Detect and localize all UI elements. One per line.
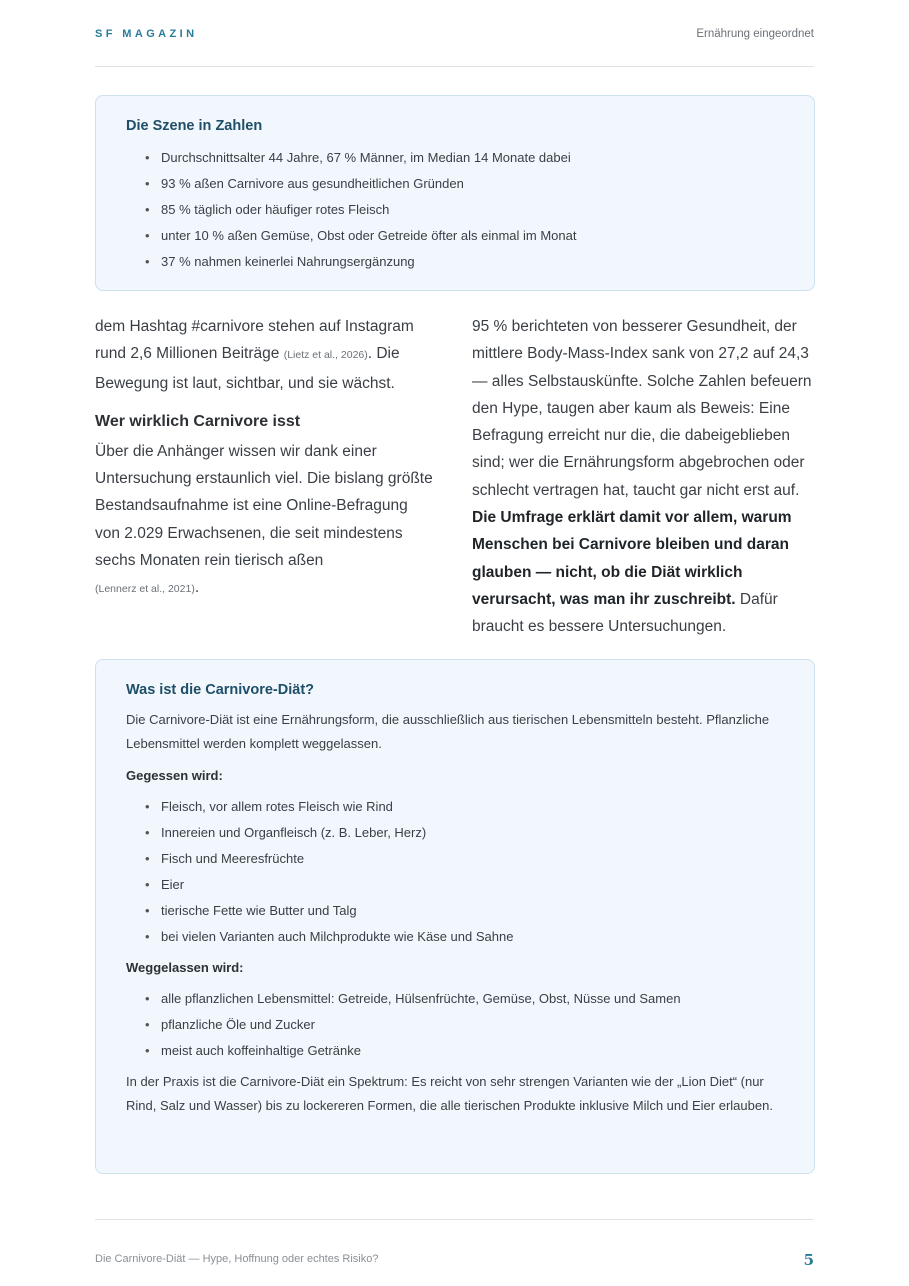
omitted-list xyxy=(126,986,784,1064)
list-item: • pflanzliche Öle und Zucker xyxy=(161,1012,784,1038)
list-item: • Fisch und Meeresfrüchte xyxy=(161,846,784,872)
page-header xyxy=(95,28,814,67)
list-item: • alle pflanzlichen Lebensmittel: Getreide, Hülsenfrüchte, Gemüse, Obst, Nüsse und Samen xyxy=(161,986,784,1012)
list-item: • bei vielen Varianten auch Milchprodukte wie Käse und Sahne xyxy=(161,924,784,950)
eaten-heading: Gegessen wird: xyxy=(126,768,223,783)
paragraph-text: . xyxy=(194,579,200,597)
list-item: • 85 % täglich oder häufiger rotes Fleisch xyxy=(161,197,784,223)
list-item: • Innereien und Organfleisch (z. B. Leber, Herz) xyxy=(161,820,784,846)
info-box-title: Was ist die Carnivore-Diät? xyxy=(126,682,315,698)
paragraph-text: 95 % berichteten von besserer Gesundheit, der mittlere Body-Mass-Index sank von 27,2 auf 24,3 — alles Selbstauskünfte. Solche Zahlen befeuern den Hype, taugen aber kaum als Beweis: Eine Befragung erreicht nur die, die dabeigeblieben sind; wer die Ernährungsform abgebrochen oder schlecht vertragen hat, taucht gar nicht erst auf. xyxy=(472,318,812,499)
omitted-heading: Weggelassen wird: xyxy=(126,960,244,975)
list-item: • meist auch koffeinhaltige Getränke xyxy=(161,1038,784,1064)
list-item: • Fleisch, vor allem rotes Fleisch wie Rind xyxy=(161,794,784,820)
right-column xyxy=(472,313,817,641)
info-outro: In der Praxis ist die Carnivore-Diät ein Spektrum: Es reicht von sehr strengen Varianten wie der „Lion Diet“ (nur Rind, Salz und Wasser) bis zu lockereren Formen, die alle tierischen Produkte inklusive Milch und Eier erlauben. xyxy=(126,1074,773,1113)
citation: (Lietz et al., 2026) xyxy=(283,349,368,362)
info-intro: Die Carnivore-Diät ist eine Ernährungsform, die ausschließlich aus tierischen Lebensmitteln besteht. Pflanzliche Lebensmittel werden komplett weggelassen. xyxy=(126,712,770,751)
paragraph-text: dem Hashtag #carnivore stehen auf Instagram rund 2,6 Millionen Beiträge xyxy=(95,318,414,363)
section-heading: Wer wirklich Carnivore isst xyxy=(95,412,301,430)
page-footer xyxy=(95,1219,814,1270)
page-number: 5 xyxy=(803,1251,814,1269)
emphasis-text: Die Umfrage erklärt damit vor allem, warum Menschen bei Carnivore bleiben und daran glauben — nicht, ob die Diät wirklich verursacht, was man ihr zuschreibt. xyxy=(472,509,792,608)
section-label: Ernährung eingeordnet xyxy=(696,28,814,40)
list-item: • unter 10 % aßen Gemüse, Obst oder Getreide öfter als einmal im Monat xyxy=(161,223,784,249)
citation: (Lennerz et al., 2021) xyxy=(95,583,195,596)
list-item: • tierische Fette wie Butter und Talg xyxy=(161,898,784,924)
stats-box xyxy=(95,95,815,291)
list-item: • Eier xyxy=(161,872,784,898)
info-box xyxy=(95,659,815,1174)
paragraph xyxy=(95,313,435,397)
stats-list xyxy=(126,145,784,275)
paragraph xyxy=(472,313,817,641)
paragraph-text: Über die Anhänger wissen wir dank einer Untersuchung erstaunlich viel. Die bislang größte Bestandsaufnahme ist eine Online-Befragung von 2.029 Erwachsenen, die seit mindestens sechs Monaten rein tierisch aßen xyxy=(95,442,433,570)
paragraph xyxy=(95,438,435,604)
left-column xyxy=(95,313,435,604)
magazine-brand: SF MAGAZIN xyxy=(95,28,198,40)
paragraph-text: . Die Bewegung ist laut, sichtbar, und sie wächst. xyxy=(95,345,400,392)
paragraph-text: Dafür braucht es bessere Untersuchungen. xyxy=(472,590,778,636)
list-item: • Durchschnittsalter 44 Jahre, 67 % Männer, im Median 14 Monate dabei xyxy=(161,145,784,171)
stats-box-title: Die Szene in Zahlen xyxy=(126,118,263,134)
list-item: • 93 % aßen Carnivore aus gesundheitlichen Gründen xyxy=(161,171,784,197)
list-item: • 37 % nahmen keinerlei Nahrungsergänzung xyxy=(161,249,784,275)
eaten-list xyxy=(126,794,784,950)
footer-title: Die Carnivore-Diät — Hype, Hoffnung oder echtes Risiko? xyxy=(95,1253,379,1265)
